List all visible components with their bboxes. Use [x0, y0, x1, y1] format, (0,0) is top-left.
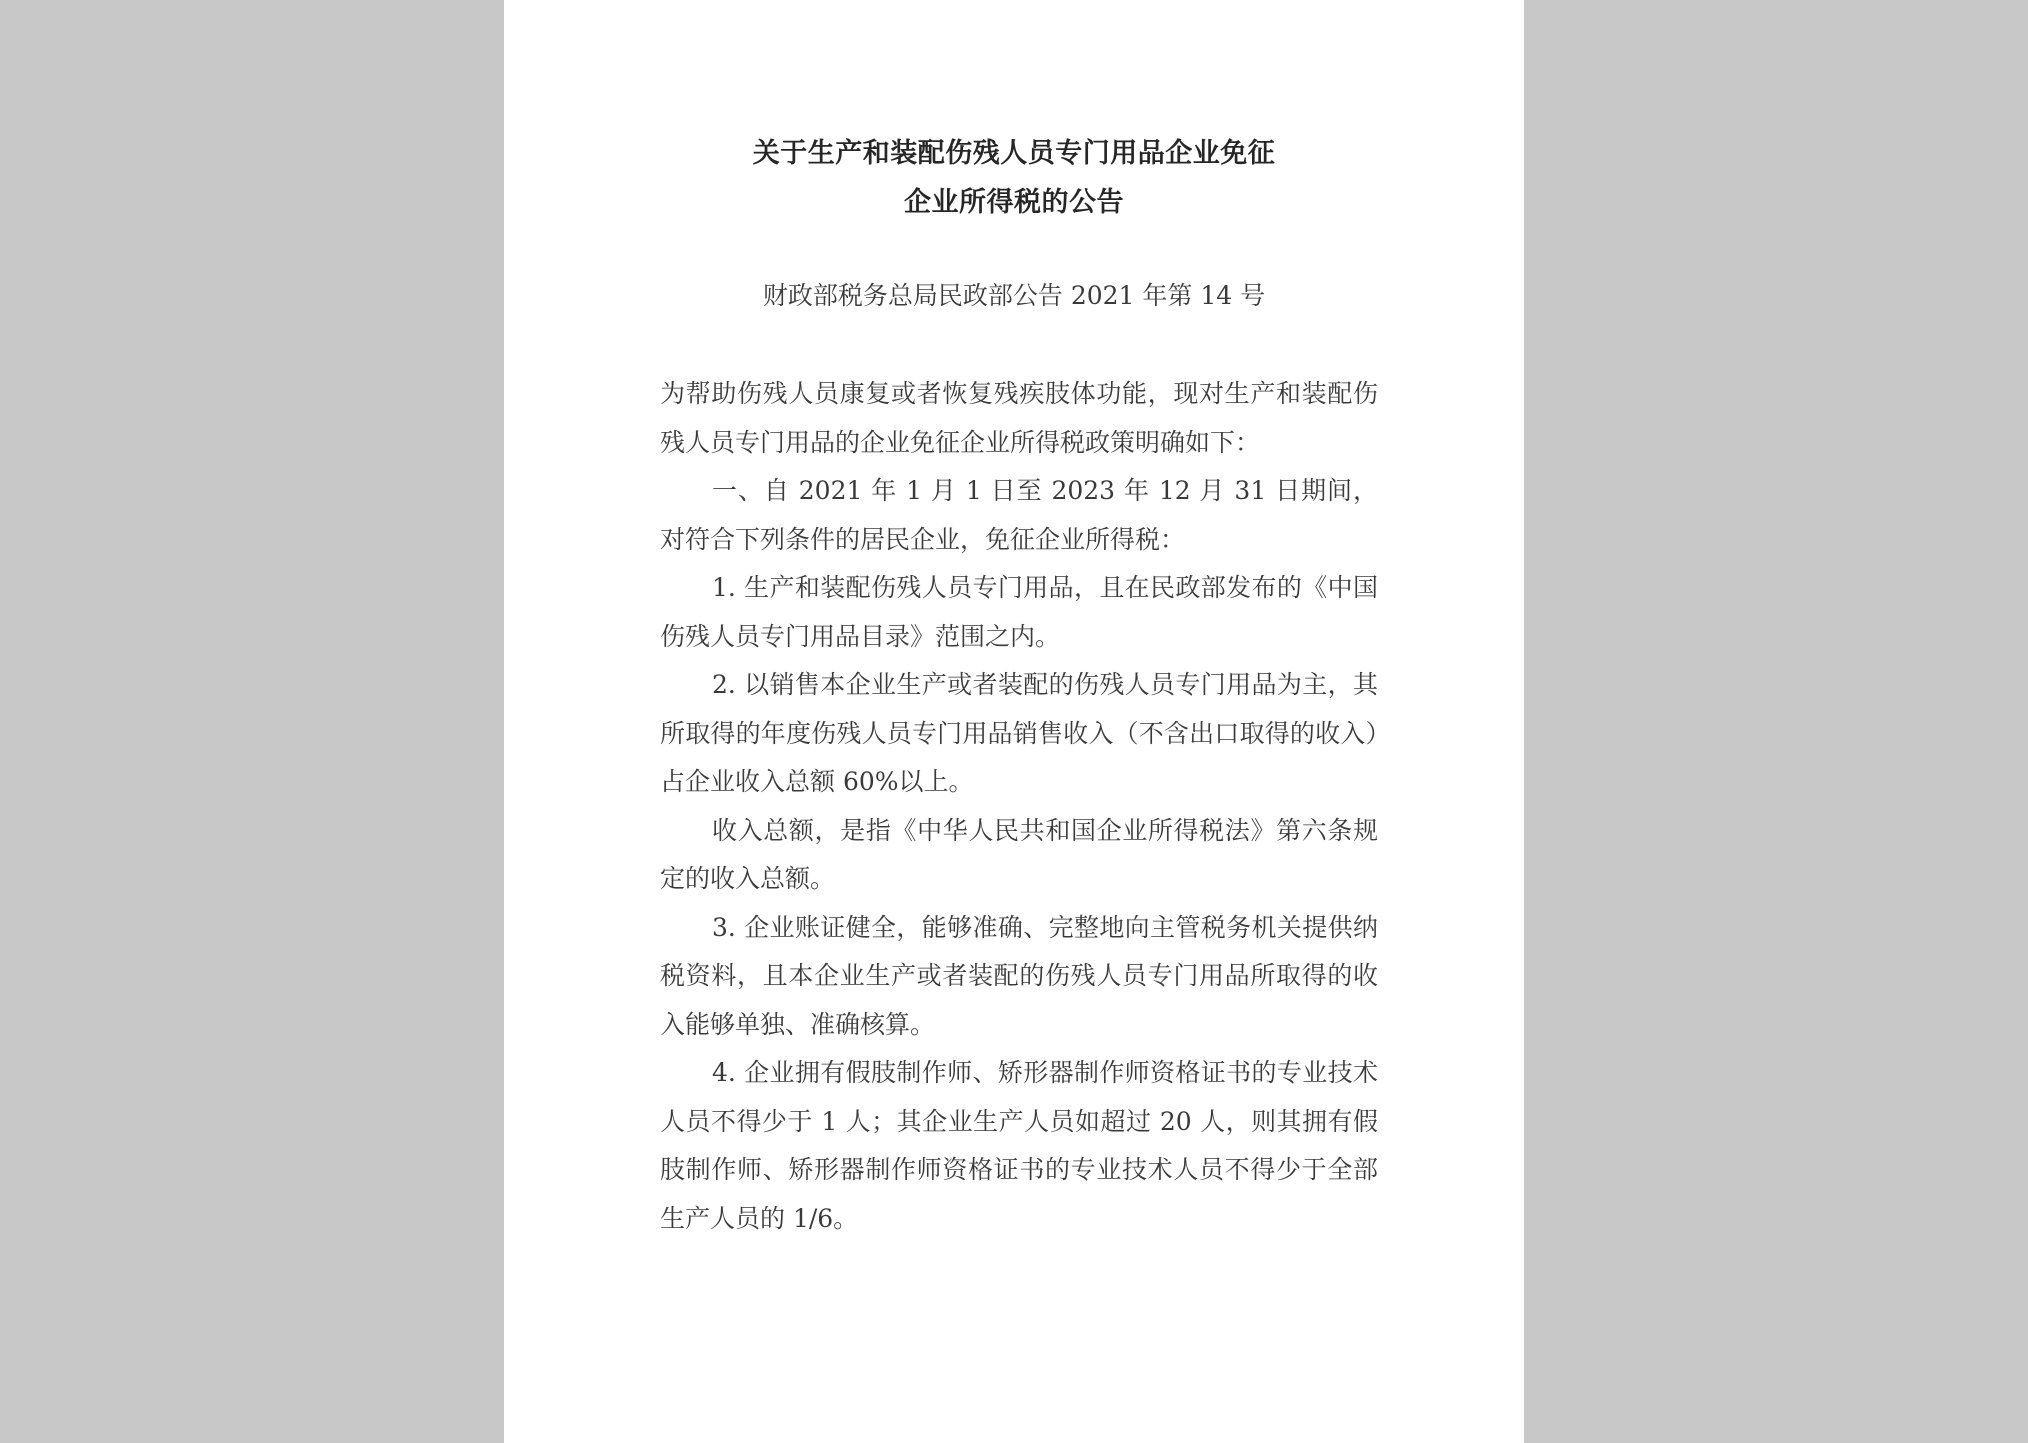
document-number: 财政部税务总局民政部公告 2021 年第 14 号: [762, 281, 1266, 310]
paragraph-income-definition: 收入总额，是指《中华人民共和国企业所得税法》第六条规定的收入总额。: [660, 815, 1378, 893]
paragraph-condition-1: 1. 生产和装配伤残人员专门用品，且在民政部发布的《中国伤残人员专门用品目录》范围之内。: [660, 573, 1378, 651]
document-title-line-1: 关于生产和装配伤残人员专门用品企业免征: [752, 138, 1276, 169]
document-page: [504, 0, 1524, 1443]
paragraph-clause-1: 一、自 2021 年 1 月 1 日至 2023 年 12 月 31 日期间，对符合下列条件的居民企业，免征企业所得税：: [660, 476, 1378, 554]
document-body: [660, 370, 1378, 1243]
paragraph-condition-2: 2. 以销售本企业生产或者装配的伤残人员专门用品为主，其所取得的年度伤残人员专门用品销售收入（不含出口取得的收入）占企业收入总额 60%以上。: [660, 670, 1378, 796]
document-title-line-2: 企业所得税的公告: [904, 187, 1124, 218]
paragraph-intro: 为帮助伤残人员康复或者恢复残疾肢体功能，现对生产和装配伤残人员专门用品的企业免征企业所得税政策明确如下：: [660, 379, 1378, 457]
paragraph-condition-3: 3. 企业账证健全，能够准确、完整地向主管税务机关提供纳税资料，且本企业生产或者装配的伤残人员专门用品所取得的收入能够单独、准确核算。: [660, 912, 1378, 1039]
paragraph-condition-4: 4. 企业拥有假肢制作师、矫形器制作师资格证书的专业技术人员不得少于 1 人；其企业生产人员如超过 20 人，则其拥有假肢制作师、矫形器制作师资格证书的专业技术人员不得少于全部生产人员的 1/6。: [660, 1058, 1378, 1233]
